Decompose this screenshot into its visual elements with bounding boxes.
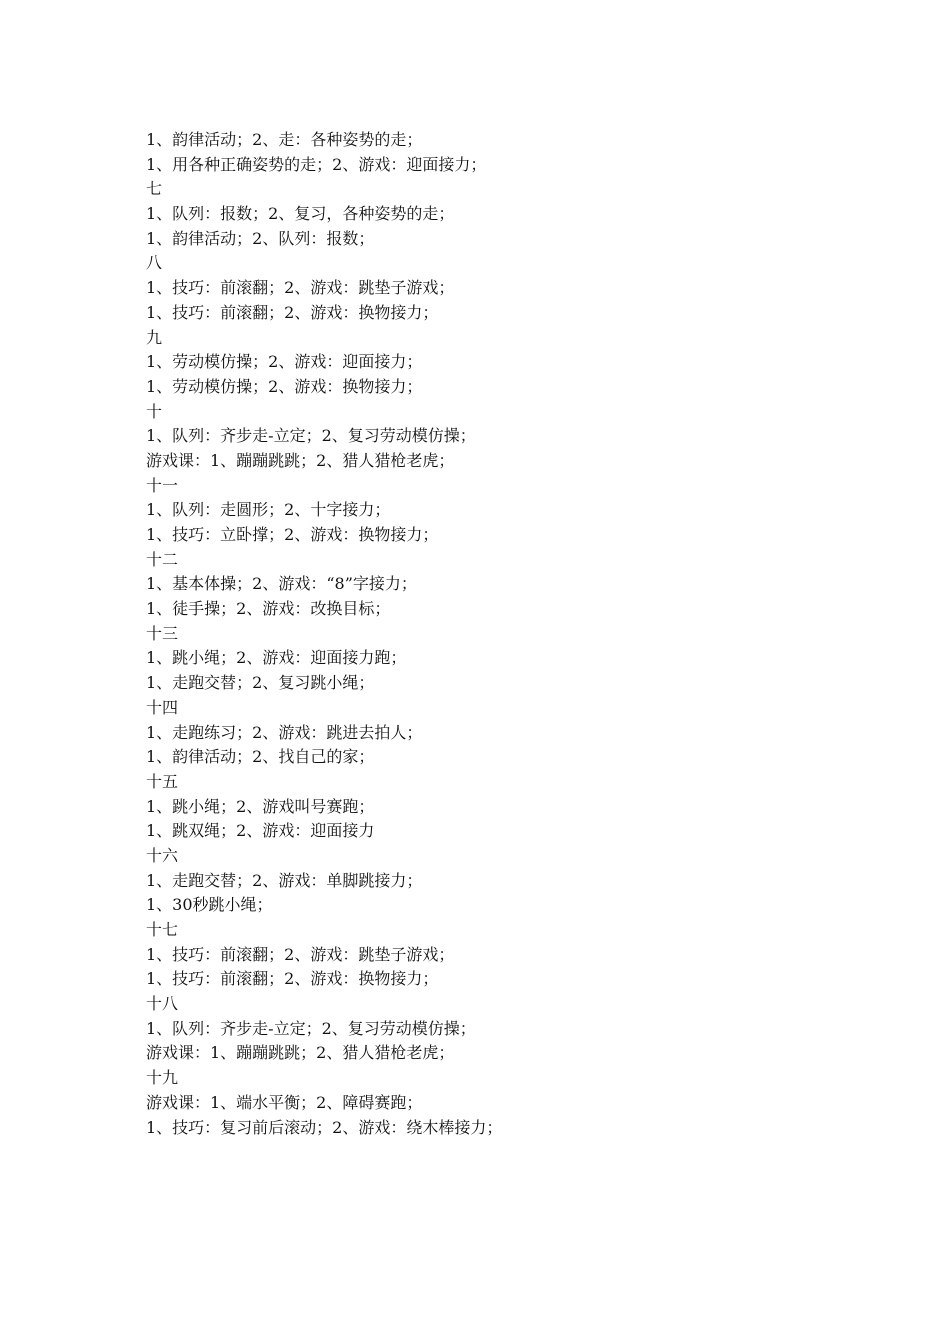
lesson-line: 1、走跑交替；2、复习跳小绳； xyxy=(146,673,375,693)
lesson-line: 1、队列：报数；2、复习，各种姿势的走； xyxy=(146,204,455,224)
lesson-line: 1、队列：走圆形；2、十字接力； xyxy=(146,500,391,520)
lesson-line: 1、劳动模仿操；2、游戏：迎面接力； xyxy=(146,352,423,372)
lesson-line: 1、30秒跳小绳； xyxy=(146,895,273,915)
lesson-line: 1、跳小绳；2、游戏：迎面接力跑； xyxy=(146,648,407,668)
lesson-line: 游戏课：1、端水平衡；2、障碍赛跑； xyxy=(146,1092,423,1112)
week-heading: 十 xyxy=(146,401,163,421)
lesson-line: 1、技巧：前滚翻；2、游戏：跳垫子游戏； xyxy=(146,278,455,298)
lesson-line: 1、技巧：复习前后滚动；2、游戏：绕木棒接力； xyxy=(146,1117,503,1137)
lesson-line: 1、徒手操；2、游戏：改换目标； xyxy=(146,599,391,619)
week-heading: 十二 xyxy=(146,549,179,569)
week-heading: 十六 xyxy=(146,845,179,865)
lesson-line: 1、技巧：立卧撑；2、游戏：换物接力； xyxy=(146,525,439,544)
week-heading: 八 xyxy=(146,253,163,273)
week-heading: 十九 xyxy=(146,1068,179,1088)
week-heading: 十四 xyxy=(146,697,179,717)
week-heading: 十一 xyxy=(146,475,179,495)
lesson-line: 1、跳双绳；2、游戏：迎面接力 xyxy=(146,821,375,841)
document-body xyxy=(146,128,866,1140)
lesson-line: 1、基本体操；2、游戏：“8”字接力； xyxy=(146,574,417,594)
week-heading: 十七 xyxy=(146,920,179,939)
lesson-line: 1、韵律活动；2、走：各种姿势的走； xyxy=(146,130,423,149)
lesson-line: 1、队列：齐步走-立定；2、复习劳动模仿操； xyxy=(146,1018,476,1038)
lesson-line: 1、韵律活动；2、队列：报数； xyxy=(146,228,375,248)
lesson-line: 1、跳小绳；2、游戏叫号赛跑； xyxy=(146,796,375,816)
lesson-line: 1、用各种正确姿势的走；2、游戏：迎面接力； xyxy=(146,154,487,174)
week-heading: 七 xyxy=(146,179,163,199)
lesson-line: 1、技巧：前滚翻；2、游戏：跳垫子游戏； xyxy=(146,944,455,964)
lesson-line: 游戏课：1、蹦蹦跳跳；2、猎人猎枪老虎； xyxy=(146,1043,455,1063)
lesson-line: 1、技巧：前滚翻；2、游戏：换物接力； xyxy=(146,969,439,989)
lesson-line: 1、队列：齐步走-立定；2、复习劳动模仿操； xyxy=(146,426,476,446)
lesson-line: 1、技巧：前滚翻；2、游戏：换物接力； xyxy=(146,302,439,322)
lesson-line: 游戏课：1、蹦蹦跳跳；2、猎人猎枪老虎； xyxy=(146,450,455,470)
lesson-line: 1、走跑练习；2、游戏：跳进去拍人； xyxy=(146,722,423,742)
lesson-line: 1、劳动模仿操；2、游戏：换物接力； xyxy=(146,376,423,396)
week-heading: 十三 xyxy=(146,623,179,643)
lesson-line: 1、韵律活动；2、找自己的家； xyxy=(146,747,375,767)
week-heading: 九 xyxy=(146,327,163,347)
lesson-line: 1、走跑交替；2、游戏：单脚跳接力； xyxy=(146,870,423,890)
week-heading: 十五 xyxy=(146,771,179,791)
week-heading: 十八 xyxy=(146,994,179,1014)
